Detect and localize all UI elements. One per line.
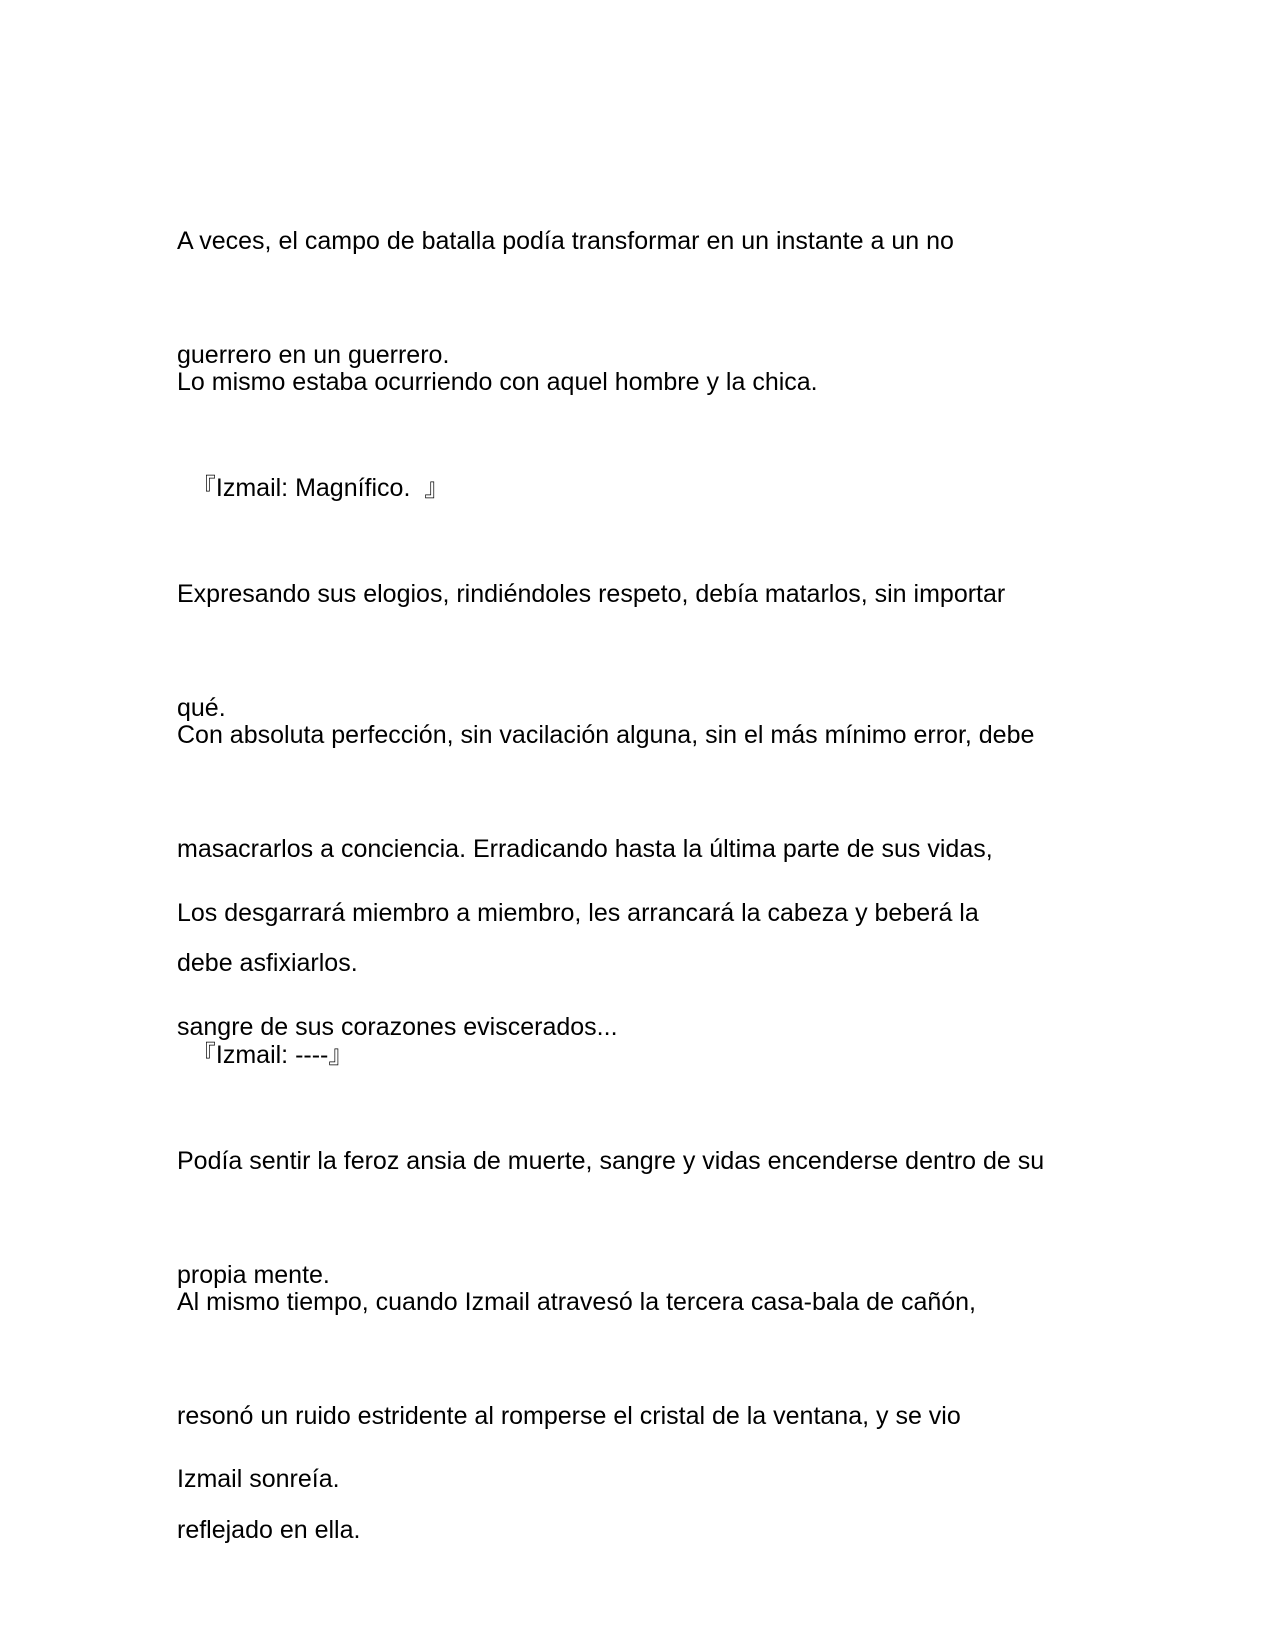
paragraph-line: debe asfixiarlos.: [177, 949, 358, 977]
paragraph-line: qué.: [177, 694, 226, 722]
paragraph-line: masacrarlos a conciencia. Erradicando hasta la última parte de sus vidas,: [177, 835, 993, 863]
paragraph-line: resonó un ruido estridente al romperse el cristal de la ventana, y se vio: [177, 1402, 961, 1430]
paragraph-line: Podía sentir la feroz ansia de muerte, sangre y vidas encenderse dentro de su: [177, 1147, 1045, 1175]
paragraph-line: propia mente.: [177, 1261, 330, 1289]
paragraph-8: [177, 1384, 1107, 1574]
paragraph-line: Izmail sonreía.: [177, 1465, 340, 1493]
paragraph-line: Expresando sus elogios, rindiéndoles respeto, debía matarlos, sin importar: [177, 580, 1006, 608]
paragraph-line: A veces, el campo de batalla podía transformar en un instante a un no: [177, 227, 954, 255]
paragraph-line: guerrero en un guerrero.: [177, 341, 450, 369]
paragraph-line: Con absoluta perfección, sin vacilación alguna, sin el más mínimo error, debe: [177, 721, 1035, 749]
paragraph-line: reflejado en ella.: [177, 1516, 361, 1544]
paragraph-line: Lo mismo estaba ocurriendo con aquel hombre y la chica.: [177, 368, 818, 396]
paragraph-line: sangre de sus corazones eviscerados...: [177, 1013, 618, 1041]
paragraph-line: Al mismo tiempo, cuando Izmail atravesó la tercera casa-bala de cañón,: [177, 1288, 976, 1316]
dialogue-line: 『Izmail: Magnífico. 』: [177, 474, 450, 502]
paragraph-line: Los desgarrará miembro a miembro, les arrancará la cabeza y beberá la: [177, 899, 979, 927]
dialogue-line: 『Izmail: ----』: [177, 1041, 354, 1069]
